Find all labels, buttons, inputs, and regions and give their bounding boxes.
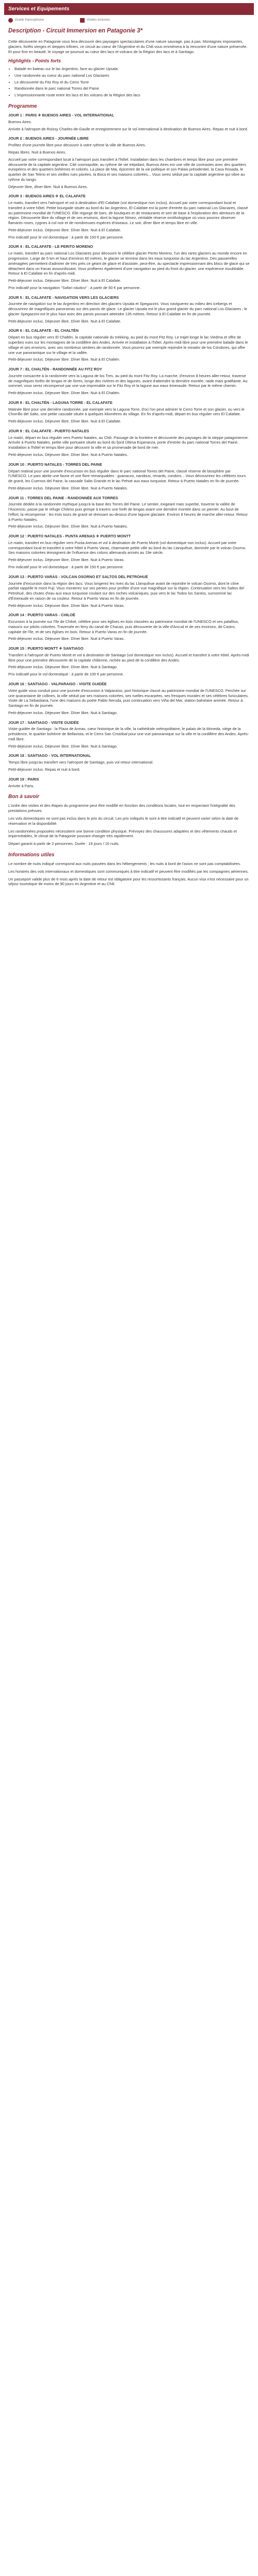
day-paragraph: Petit-déjeuner inclus. Déjeuner libre. Dîner libre. Nuit à Puerto Natales. <box>8 452 128 457</box>
day-paragraph: Journée de navigation sur le lac Argentino en direction des glaciers Upsala et Spegazzini. Vous naviguerez au milieu des icebergs et découvrirez de magnifiques panoramas sur des parois de glace. Le glacier Upsala est le plus grand glacier du parc national Los Glaciares ; le glacier Spegazzini est le plus haut avec des parois pouvant atteindre 135 mètres. Retour à El Calafate en fin de journée. <box>8 301 247 316</box>
day-paragraph: Prix indicatif pour le vol domestique : à partir de 100 € par personne. <box>8 672 124 677</box>
info-utiles-paragraph: Le nombre de nuits indiqué correspond aux nuits passées dans les hébergements ; les nuits à bord de l'avion ne sont pas comptabilisées. <box>8 861 241 866</box>
programme-day <box>8 777 250 789</box>
day-title: JOUR 13 : PUERTO VARAS - VOLCAN OSORNO ET SALTOS DEL PETROHUÉ <box>8 574 148 579</box>
highlight-item: • Une randonnée au coeur du parc national Los Glaciares <box>14 73 250 78</box>
day-title: JOUR 14 : PUERTO VARAS - CHILOÉ <box>8 613 75 618</box>
day-paragraph: Journée dédiée à la randonnée mythique jusqu'à la base des Torres del Paine. Le sentier, exigeant mais superbe, traverse la vallée de l'Ascencio, passe par le refuge Chileno puis grimpe à travers une forêt de lengas avant une dernière montée dans un pierrier. Au bout de l'effort, la récompense : les trois tours de granit se dressant au-dessus d'une lagune glaciaire. Environ 8 heures de marche aller-retour. Retour à Puerto Natales. <box>8 502 248 522</box>
badge-guide-label: Guide francophone <box>15 18 44 22</box>
bon-a-savoir <box>8 803 250 846</box>
day-title: JOUR 1 : PARIS ✈ BUENOS AIRES - VOL INTERNATIONAL <box>8 113 115 118</box>
badge-visits <box>80 18 110 23</box>
day-paragraph: Petit-déjeuner inclus. Déjeuner libre. Dîner libre. Nuit à Puerto Varas. <box>8 636 125 641</box>
day-paragraph: Transfert à l'aéroport de Puerto Montt et vol à destination de Santiago (vol domestique non inclus). Accueil et transfert à votre hôtel. Après-midi libre pour une première découverte de la capitale chilienne, nichée au pied de la cordillère des Andes. <box>8 652 249 663</box>
day-paragraph: Le matin, départ en bus régulier vers Puerto Natales, au Chili. Passage de la frontière et découverte des paysages de la steppe patagonienne. Arrivée à Puerto Natales, petite ville portuaire située au bord du fjord Última Esperanza, porte d'entrée du parc national Torres del Paine. Installation à l'hôtel et temps libre pour découvrir la ville et sa promenade de bord de mer. <box>8 435 249 450</box>
highlight-item: • Randonnée dans le parc national Torres del Paine <box>14 86 250 91</box>
bon-a-savoir-paragraph: Les vols domestiques ne sont pas inclus dans le prix du circuit. Les prix indiqués le sont à titre indicatif et peuvent varier selon la date de réservation et la disponibilité. <box>8 816 239 826</box>
services-header: Services et Equipements <box>4 3 254 15</box>
day-paragraph: Petit-déjeuner inclus. Déjeuner libre. Dîner libre. Nuit à El Chaltén. <box>8 391 120 396</box>
programme-day <box>8 682 250 716</box>
day-paragraph: Petit-déjeuner inclus. Déjeuner libre. Dîner libre. Nuit à Puerto Varas. <box>8 557 125 563</box>
programme-title: Programme <box>8 103 37 109</box>
day-paragraph: Départ matinal pour une journée d'excursion en bus régulier dans le parc national Torres del Paine, classé réserve de biosphère par l'UNESCO. Le parc abrite une faune et une flore remarquables : guanacos, nandous, renards, condors... Vous découvrirez les célèbres tours de granit, les Cuernos del Paine, la cascade Salto Grande et le lac Pehoé aux eaux turquoise. Retour à Puerto Natales en fin de journée. <box>8 468 246 484</box>
day-title: JOUR 10 : PUERTO NATALES - TORRES DEL PAINE <box>8 462 102 467</box>
day-title: JOUR 12 : PUERTO NATALES - PUNTA ARENAS ✈ PUERTO MONTT <box>8 534 131 539</box>
day-paragraph: Départ en bus régulier vers El Chaltén, la capitale nationale du trekking, au pied du mont Fitz Roy. Le trajet longe le lac Viedma et offre de superbes vues sur les montagnes de la cordillère des Andes. Arrivée et installation à l'hôtel. Après-midi libre pour une première balade dans le village et ses environs, avec ses nombreux sentiers de randonnée. Vous pourrez par exemple rejoindre le mirador de los Cóndores, qui offre une vue panoramique sur le village et la vallée. <box>8 335 248 355</box>
day-title: JOUR 2 : BUENOS AIRES - JOURNÉE LIBRE <box>8 136 89 141</box>
badge-visits-label: Visites incluses <box>87 18 110 22</box>
day-paragraph: Petit-déjeuner inclus. Déjeuner libre. Dîner libre. Nuit à Santiago. <box>8 743 118 749</box>
programme-day <box>8 534 250 570</box>
day-paragraph: Temps libre jusqu'au transfert vers l'aéroport de Santiago, puis vol retour international. <box>8 760 154 765</box>
programme-day <box>8 574 250 608</box>
service-badges <box>4 15 254 25</box>
day-title: JOUR 7 : EL CHALTÉN - RANDONNÉE AU FITZ ROY <box>8 367 102 372</box>
day-paragraph: Arrivée à Paris. <box>8 783 35 788</box>
day-paragraph: Petit-déjeuner inclus. Déjeuner libre. Dîner libre. Nuit à Puerto Varas. <box>8 603 125 608</box>
programme-day <box>8 328 250 362</box>
day-paragraph: Petit-déjeuner inclus. Déjeuner libre. Dîner libre. Nuit à El Chaltén. <box>8 357 120 362</box>
day-paragraph: Prix indicatif pour la navigation "Safari náutico" : à partir de 60 € par personne. <box>8 285 141 290</box>
bon-a-savoir-paragraph: L'ordre des visites et des étapes du programme peut être modifié en fonction des conditions locales, tout en respectant l'intégralité des prestations prévues. <box>8 803 235 814</box>
page <box>0 3 258 887</box>
bon-a-savoir-title: Bon à savoir <box>8 794 40 800</box>
day-title: JOUR 5 : EL CALAFATE - NAVIGATION VERS LES GLACIERS <box>8 295 119 300</box>
day-paragraph: Petit-déjeuner inclus. Déjeuner libre. Dîner libre. Nuit à Puerto Natales. <box>8 485 128 490</box>
day-paragraph: Petit-déjeuner inclus. Déjeuner libre. Dîner libre. Nuit à El Calafate. <box>8 419 121 424</box>
bon-a-savoir-paragraph: Départ garanti à partir de 2 personnes. Durée : 19 jours / 16 nuits. <box>8 841 120 846</box>
intro <box>8 39 250 54</box>
visits-icon <box>80 18 85 23</box>
day-title: JOUR 8 : EL CHALTÉN - LAGUNA TORRE - EL CALAFATE <box>8 400 112 405</box>
day-paragraph: Arrivée à l'aéroport de Roissy Charles-de-Gaulle et enregistrement sur le vol international à destination de Buenos Aires. Repas et nuit à bord. <box>8 126 248 131</box>
badge-guide <box>8 18 44 23</box>
day-paragraph: Le matin, transfert en bus régulier vers Punta Arenas et vol à destination de Puerto Montt (vol domestique non inclus). Accueil par votre correspondant local et transfert à votre hôtel à Puerto Varas, charmante petite ville au bord du lac Llanquihue, dominée par le volcan Osorno. Ses maisons colorées témoignent de l'influence des colons allemands arrivés au 19e siècle. <box>8 540 247 555</box>
day-paragraph: Petit-déjeuner inclus. Déjeuner libre. Dîner libre. Nuit à El Calafate. <box>8 227 121 232</box>
day-paragraph: Votre guide vous conduit pour une journée d'excursion à Valparaíso, port historique classé au patrimoine mondial de l'UNESCO. Perchée sur une quarantaine de collines, la ville séduit par ses maisons colorées, ses ruelles escarpées, ses fresques murales et ses célèbres funiculaires. Visite de La Sebastiana, l'une des maisons du poète Pablo Neruda, puis continuation vers Viña del Mar, station balnéaire animée. Retour à Santiago en fin de journée. <box>8 688 249 708</box>
info-utiles-title: Informations utiles <box>8 852 55 858</box>
day-title: JOUR 11 : TORRES DEL PAINE - RANDONNÉE AUX TORRES <box>8 495 118 500</box>
day-title: JOUR 18 : SANTIAGO - VOL INTERNATIONAL <box>8 753 91 758</box>
programme-day <box>8 720 250 749</box>
info-utiles-paragraph: Un passeport valide plus de 6 mois après la date de retour est obligatoire pour les ressortissants français. Aucun visa n'est nécessaire pour un séjour touristique de moins de 90 jours en Argentine et au Chili. <box>8 876 249 887</box>
day-paragraph: Le matin, transfert au parc national Los Glaciares pour découvrir le célèbre glacier Perito Moreno, l'un des rares glaciers au monde encore en progression. Large de 5 km et haut d'environ 60 mètres, le glacier se termine dans les eaux turquoise du lac Argentino. Des passerelles aménagées permettent d'admirer de très près ce géant de glace et d'assister, peut-être, au spectacle impressionnant des blocs de glace qui se détachent dans un fracas assourdissant. Vous profiterez également d'une navigation au pied du front du glacier, une expérience inoubliable. Retour à El Calafate en fin d'après-midi. <box>8 251 250 276</box>
day-paragraph: Repas libres. Nuit à Buenos Aires. <box>8 150 67 155</box>
day-paragraph: Journée d'excursion dans la région des lacs. Vous longerez les rives du lac Llanquihue avant de rejoindre le volcan Osorno, dont le cône parfait rappelle le mont Fuji. Vous monterez sur ses pentes pour profiter d'une vue magnifique sur la région. Continuation vers les Saltos del Petrohué, des chutes d'eau aux eaux turquoise coulant sur des roches volcaniques, puis vers le lac Todos los Santos, surnommé lac d'Émeraude en raison de sa couleur. Retour à Puerto Varas en fin de journée. <box>8 581 245 601</box>
day-paragraph: Petit-déjeuner inclus. Déjeuner libre. Dîner libre. Nuit à Puerto Natales. <box>8 524 128 529</box>
programme-day <box>8 194 250 240</box>
highlights-list <box>8 66 250 98</box>
programme-day <box>8 496 250 530</box>
programme-day <box>8 462 250 491</box>
programme-day <box>8 400 250 424</box>
intro-paragraph: Cette découverte en Patagonie vous fera découvrir des paysages spectaculaires d'une nature sauvage, pas à pas. Montagnes imposantes, glaciers, forêts vierges et steppes infinies, ce circuit au coeur de l'Argentine et du Chili vous emmènera à la rencontre d'une nature préservée. Et pour finir en beauté, le voyage se poursuit au cœur des lacs et volcans de la Région des lacs et à Santiago. <box>8 39 248 54</box>
day-title: JOUR 9 : EL CALAFATE - PUERTO NATALES <box>8 428 89 433</box>
programme-day <box>8 113 250 131</box>
programme-day <box>8 244 250 290</box>
day-paragraph: Petit-déjeuner inclus. Déjeuner libre. Dîner libre. Nuit à Santiago. <box>8 710 118 715</box>
highlight-item: • Balade en bateau sur le lac Argentino, face au glacier Upsala <box>14 66 250 72</box>
programme-days <box>8 113 250 788</box>
day-paragraph: Prix indicatif pour le vol domestique : à partir de 150 € par personne. <box>8 234 124 240</box>
programme-day <box>8 295 250 324</box>
day-paragraph: Excursion à la journée sur l'île de Chiloé, célèbre pour ses églises en bois classées au patrimoine mondial de l'UNESCO et ses palafitos, maisons sur pilotis colorées. Traversée en ferry du canal de Chacao, puis découverte de la ville d'Ancud et de ses environs, de Castro, capitale de l'île, et de ses églises en bois. Retour à Puerto Varas en fin de journée. <box>8 619 239 634</box>
day-title: JOUR 16 : SANTIAGO - VALPARAISO - VISITE GUIDÉE <box>8 682 107 687</box>
programme-day <box>8 753 250 772</box>
programme-day <box>8 646 250 677</box>
guide-icon <box>8 18 13 23</box>
programme-day <box>8 613 250 641</box>
bon-a-savoir-paragraph: Les randonnées proposées nécessitent une bonne condition physique. Prévoyez des chaussures adaptées et des vêtements chauds et imperméables, le climat de la Patagonie pouvant changer très rapidement. <box>8 828 237 839</box>
highlight-item: • Le découverte du Fitz Roy et du Cerro Torre <box>14 80 250 85</box>
day-paragraph: Déjeuner libre, dîner libre. Nuit à Buenos Aires. <box>8 184 88 189</box>
day-title: JOUR 3 : BUENOS AIRES ✈ EL CALAFATE <box>8 194 86 199</box>
day-title: JOUR 15 : PUERTO MONTT ✈ SANTIAGO <box>8 646 84 651</box>
day-title: JOUR 4 : EL CALAFATE - LE PERITO MORENO <box>8 244 93 249</box>
day-paragraph: Accueil par votre correspondant local à l'aéroport puis transfert à l'hôtel. Installation dans les chambres et temps libre pour une première découverte de la capitale argentine. Cité cosmopolite, au rythme de vie trépidant, Buenos Aires est une ville de contrastes avec des quartiers européens et des quartiers bohèmes et colorés. La place de Mai, épicentre de la vie politique et son Palais présidentiel, la Casa Rosada, le quartier de San Telmo et ses vieilles rues pavées, la Boca et ses maisons colorées... Vous serez séduit par la capitale argentine qui vibre au rythme du tango. <box>8 157 246 182</box>
day-paragraph: Petit-déjeuner inclus. Déjeuner libre. Dîner libre. Nuit à El Calafate. <box>8 278 121 283</box>
day-paragraph: Le matin, transfert vers l'aéroport et vol à destination d'El Calafate (vol domestique non inclus). Accueil par votre correspondant local et transfert à votre hôtel. Petite bourgade située au bord du lac Argentino, El Calafate est la porte d'entrée du parc national Los Glaciares, classé au patrimoine mondial de l'UNESCO. Elle regorge de bars, de boutiques et de restaurants et sert de base à l'exploration des alentours de la région. Découverte libre du village et de ses environs, dont la lagune Nimez, véritable réserve ornithologique où vous pourrez observer flamants roses, cygnes à col noir et de nombreuses espèces d'oiseaux. Le soir, dîner libre et temps libre en ville. <box>8 200 248 226</box>
day-title: JOUR 6 : EL CALAFATE - EL CHALTÉN <box>8 328 79 333</box>
day-title: JOUR 19 : PARIS <box>8 776 39 782</box>
programme-day <box>8 367 250 396</box>
highlight-item: • L'impressionnante route entre les lacs et les volcans de la Région des lacs <box>14 93 250 98</box>
day-paragraph: Petit-déjeuner inclus. Déjeuner libre. Dîner libre. Nuit à Santiago. <box>8 665 118 670</box>
day-paragraph: Journée consacrée à la randonnée vers la Laguna de los Tres, au pied du mont Fitz Roy. La marche, d'environ 8 heures aller-retour, traverse de magnifiques forêts de lengas et de ñirres, longe des rivières et des lagunes, avant d'atteindre la dernière montée, raide mais gratifiante. Au sommet, vous serez récompensé par une vue imprenable sur le Fitz Roy et la lagune aux eaux émeraude. Retour par le même chemin. <box>8 373 248 388</box>
day-paragraph: Profitez d'une journée libre pour découvrir à votre rythme la ville de Buenos Aires. <box>8 143 146 148</box>
day-paragraph: Visite guidée de Santiago : la Plaza de Armas, cœur historique de la ville, la cathédrale métropolitaine, le palais de la Moneda, siège de la présidence, le quartier bohème de Bellavista, et le Cerro San Cristóbal pour une vue panoramique sur la ville et la cordillère des Andes. Après-midi libre. <box>8 726 249 741</box>
day-title: JOUR 17 : SANTIAGO - VISITE GUIDÉE <box>8 720 79 725</box>
day-paragraph: Buenos Aires. <box>8 119 32 124</box>
day-paragraph: Matinée libre pour une dernière randonnée, par exemple vers la Laguna Torre, d'où l'on peut admirer le Cerro Torre et son glacier, ou vers le Chorrillo del Salto, une petite cascade située à quelques kilomètres du village. En fin d'après-midi, départ en bus régulier vers El Calafate. <box>8 406 245 417</box>
page-title: Description - Circuit Immersion en Patagonie 3* <box>8 28 143 35</box>
info-utiles-paragraph: Les horaires des vols internationaux et domestiques sont communiqués à titre indicatif et peuvent être modifiés par les compagnies aériennes. <box>8 869 249 874</box>
programme-day <box>8 429 250 457</box>
day-paragraph: Petit-déjeuner inclus. Repas et nuit à bord. <box>8 767 80 772</box>
highlights-title: Highlights - Points forts <box>8 58 61 64</box>
programme-day <box>8 136 250 189</box>
day-paragraph: Prix indicatif pour le vol domestique : à partir de 150 € par personne. <box>8 565 124 569</box>
info-utiles <box>8 861 250 887</box>
day-paragraph: Petit-déjeuner inclus. Déjeuner libre. Dîner libre. Nuit à El Calafate. <box>8 318 121 324</box>
